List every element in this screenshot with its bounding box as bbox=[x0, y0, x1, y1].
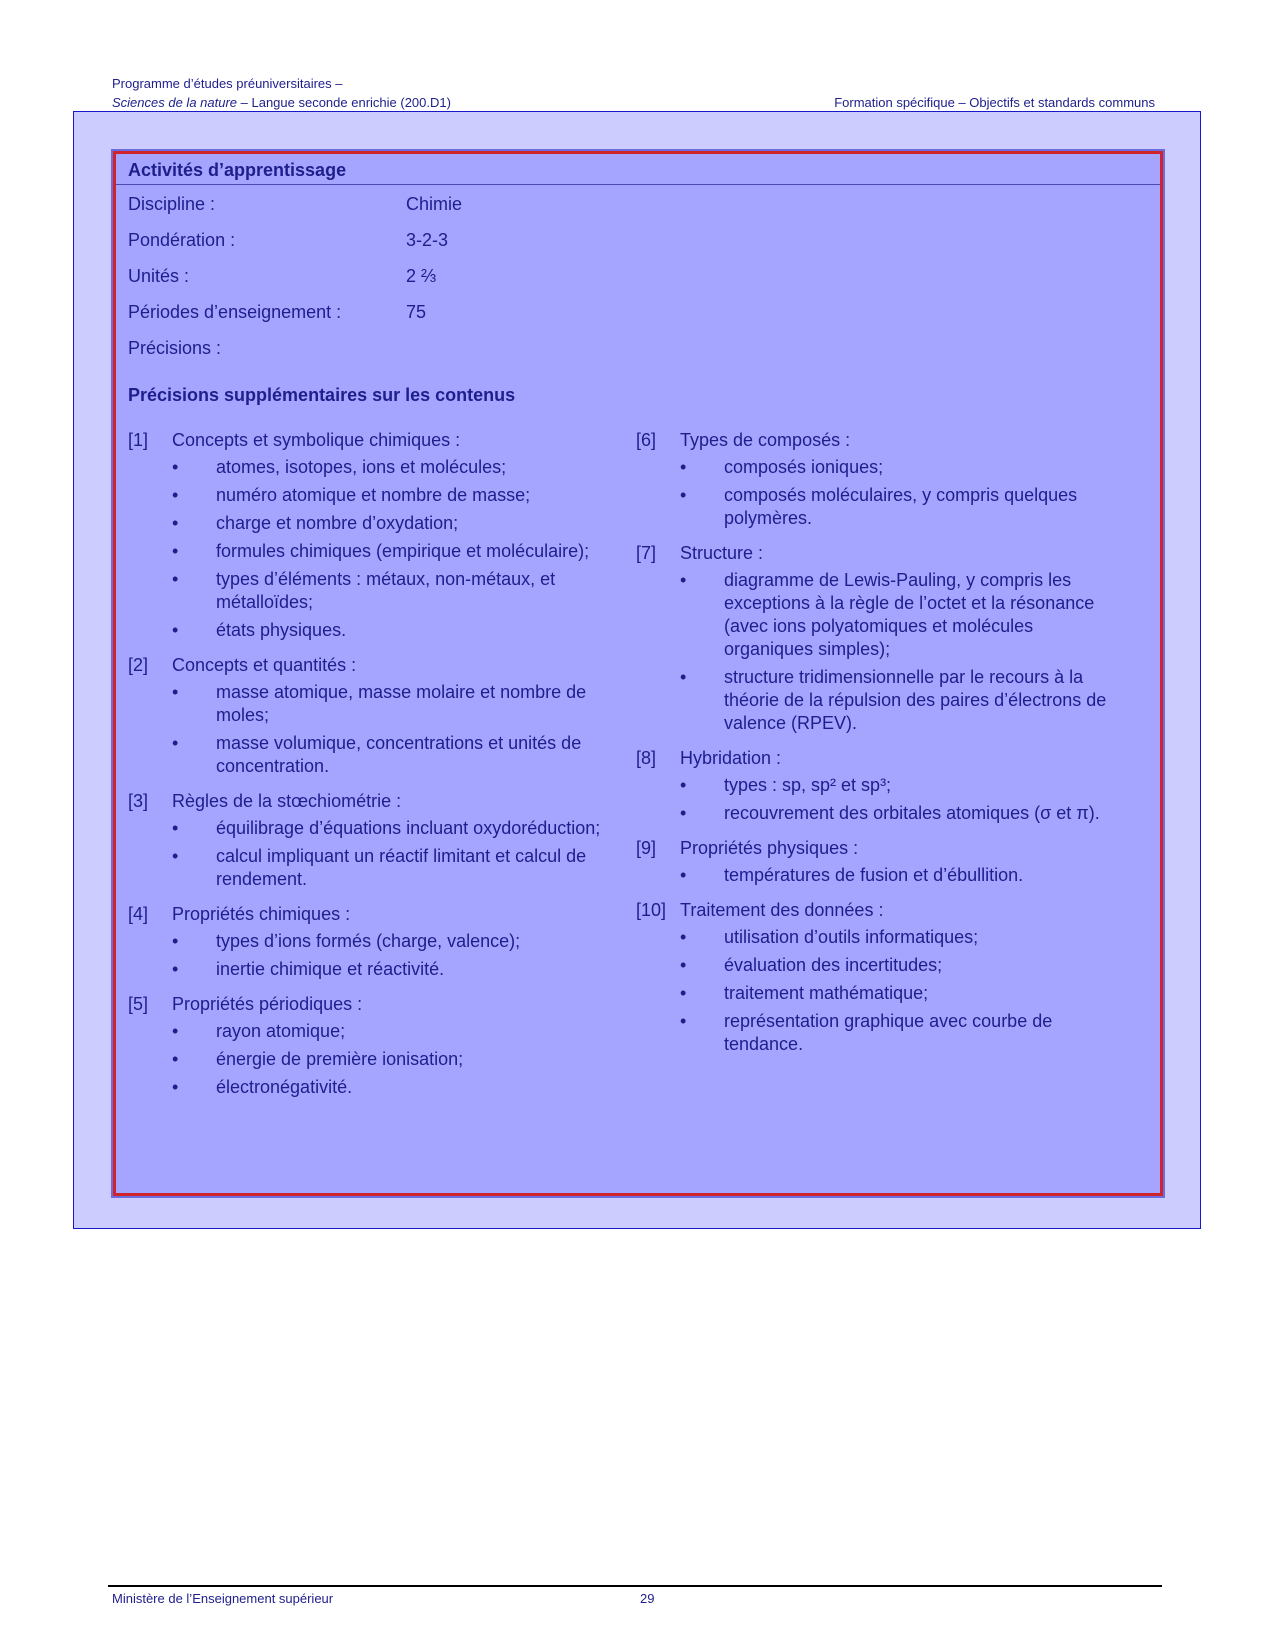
header-line-1: Programme d’études préuniversitaires – bbox=[112, 76, 343, 91]
bullet-icon: • bbox=[680, 865, 687, 885]
list-item bbox=[128, 732, 618, 778]
list-item-text: formules chimiques (empirique et moléculaire); bbox=[216, 541, 590, 561]
group-heading bbox=[128, 654, 618, 677]
list-item bbox=[128, 484, 618, 507]
meta-ponderation bbox=[128, 230, 448, 251]
meta-discipline bbox=[128, 194, 462, 215]
bullet-icon: • bbox=[172, 569, 179, 589]
group-title: Propriétés physiques : bbox=[680, 838, 859, 858]
bullet-icon: • bbox=[172, 1021, 179, 1041]
group-title: Règles de la stœchiométrie : bbox=[172, 791, 402, 811]
bullet-icon: • bbox=[680, 485, 687, 505]
footer-ministry: Ministère de l’Enseignement supérieur bbox=[112, 1591, 334, 1606]
list-item-text: inertie chimique et réactivité. bbox=[216, 959, 445, 979]
content-group bbox=[128, 654, 618, 778]
group-title: Structure : bbox=[680, 543, 764, 563]
learning-activities-box bbox=[113, 151, 1163, 1196]
list-item-text: masse volumique, concentrations et unités de concentration. bbox=[216, 733, 582, 776]
bullet-icon: • bbox=[172, 485, 179, 505]
list-item bbox=[128, 512, 618, 535]
group-heading bbox=[128, 429, 618, 452]
content-group bbox=[128, 903, 618, 981]
box-title-rule bbox=[116, 184, 1160, 185]
group-number: [1] bbox=[128, 430, 149, 450]
list-item-text: types d’éléments : métaux, non-métaux, et métalloïdes; bbox=[216, 569, 556, 612]
meta-units bbox=[128, 266, 436, 287]
meta-value: 3-2-3 bbox=[406, 230, 449, 250]
group-heading bbox=[636, 429, 1126, 452]
bullet-icon: • bbox=[680, 1011, 687, 1031]
meta-value: 75 bbox=[406, 302, 427, 322]
meta-precisions bbox=[128, 338, 406, 359]
list-item bbox=[636, 774, 1126, 797]
list-item-text: évaluation des incertitudes; bbox=[724, 955, 943, 975]
group-number: [7] bbox=[636, 543, 657, 563]
group-number: [4] bbox=[128, 904, 149, 924]
page-number: 29 bbox=[640, 1591, 655, 1606]
meta-label: Périodes d’enseignement : bbox=[128, 302, 342, 322]
list-item bbox=[636, 569, 1126, 661]
list-item-text: composés ioniques; bbox=[724, 457, 884, 477]
list-item-text: recouvrement des orbitales atomiques (σ et π). bbox=[724, 803, 1100, 823]
list-item-text: masse atomique, masse molaire et nombre de moles; bbox=[216, 682, 587, 725]
list-item-text: traitement mathématique; bbox=[724, 983, 929, 1003]
box-title: Activités d’apprentissage bbox=[128, 160, 347, 180]
bullet-list bbox=[128, 1020, 618, 1099]
group-heading bbox=[636, 542, 1126, 565]
list-item bbox=[636, 456, 1126, 479]
list-item-text: diagramme de Lewis-Pauling, y compris les exceptions à la règle de l’octet et la résonance (avec ions polyatomiques et molécules organiques simples); bbox=[724, 570, 1095, 659]
group-heading bbox=[128, 903, 618, 926]
content-group bbox=[636, 899, 1126, 1056]
bullet-icon: • bbox=[172, 682, 179, 702]
content-group bbox=[636, 837, 1126, 887]
bullet-list bbox=[128, 817, 618, 891]
list-item bbox=[636, 802, 1126, 825]
header-right: Formation spécifique – Objectifs et standards communs bbox=[834, 95, 1155, 110]
content-group bbox=[636, 542, 1126, 735]
content-column-right bbox=[636, 429, 1126, 1068]
list-item bbox=[636, 926, 1126, 949]
bullet-icon: • bbox=[680, 570, 687, 590]
meta-periods bbox=[128, 302, 426, 323]
header-program bbox=[112, 96, 451, 110]
meta-value: 2 ⅔ bbox=[406, 266, 437, 286]
bullet-icon: • bbox=[680, 457, 687, 477]
bullet-icon: • bbox=[172, 620, 179, 640]
bullet-icon: • bbox=[680, 983, 687, 1003]
list-item-text: utilisation d’outils informatiques; bbox=[724, 927, 979, 947]
list-item-text: composés moléculaires, y compris quelques polymères. bbox=[724, 485, 1078, 528]
bullet-icon: • bbox=[172, 959, 179, 979]
list-item-text: représentation graphique avec courbe de tendance. bbox=[724, 1011, 1053, 1054]
bullet-list bbox=[636, 864, 1126, 887]
footer-rule bbox=[108, 1585, 1162, 1587]
bullet-icon: • bbox=[680, 955, 687, 975]
bullet-icon: • bbox=[680, 775, 687, 795]
bullet-list bbox=[636, 774, 1126, 825]
list-item bbox=[128, 456, 618, 479]
group-number: [3] bbox=[128, 791, 149, 811]
header-program-italic: Sciences de la nature bbox=[112, 95, 238, 110]
bullet-icon: • bbox=[172, 513, 179, 533]
meta-label: Précisions : bbox=[128, 338, 222, 358]
content-group bbox=[636, 747, 1126, 825]
content-group bbox=[128, 429, 618, 642]
list-item-text: énergie de première ionisation; bbox=[216, 1049, 464, 1069]
content-group bbox=[128, 790, 618, 891]
meta-value: Chimie bbox=[406, 194, 463, 214]
list-item bbox=[636, 982, 1126, 1005]
bullet-icon: • bbox=[680, 927, 687, 947]
group-number: [2] bbox=[128, 655, 149, 675]
list-item-text: types d’ions formés (charge, valence); bbox=[216, 931, 521, 951]
bullet-icon: • bbox=[172, 1077, 179, 1097]
bullet-icon: • bbox=[172, 457, 179, 477]
list-item-text: structure tridimensionnelle par le recours à la théorie de la répulsion des paires d’électrons de valence (RPEV). bbox=[724, 667, 1107, 733]
group-title: Traitement des données : bbox=[680, 900, 884, 920]
bullet-icon: • bbox=[172, 733, 179, 753]
group-title: Concepts et quantités : bbox=[172, 655, 357, 675]
list-item-text: électronégativité. bbox=[216, 1077, 353, 1097]
group-heading bbox=[128, 790, 618, 813]
bullet-list bbox=[636, 926, 1126, 1056]
list-item-text: rayon atomique; bbox=[216, 1021, 346, 1041]
list-item bbox=[636, 1010, 1126, 1056]
bullet-icon: • bbox=[172, 818, 179, 838]
header-line-2 bbox=[112, 96, 1155, 110]
content-group bbox=[636, 429, 1126, 530]
bullet-list bbox=[128, 930, 618, 981]
bullet-icon: • bbox=[172, 541, 179, 561]
meta-label: Pondération : bbox=[128, 230, 236, 250]
list-item bbox=[128, 930, 618, 953]
bullet-list bbox=[128, 456, 618, 642]
meta-label: Unités : bbox=[128, 266, 190, 286]
list-item bbox=[128, 1048, 618, 1071]
bullet-icon: • bbox=[680, 667, 687, 687]
meta-label: Discipline : bbox=[128, 194, 216, 214]
list-item-text: calcul impliquant un réactif limitant et calcul de rendement. bbox=[216, 846, 587, 889]
list-item bbox=[128, 568, 618, 614]
bullet-list bbox=[636, 456, 1126, 530]
section-title: Précisions supplémentaires sur les contenus bbox=[128, 385, 516, 405]
bullet-list bbox=[636, 569, 1126, 735]
bullet-list bbox=[128, 681, 618, 778]
list-item bbox=[128, 845, 618, 891]
group-title: Concepts et symbolique chimiques : bbox=[172, 430, 461, 450]
list-item bbox=[128, 1020, 618, 1043]
list-item bbox=[636, 666, 1126, 735]
group-number: [8] bbox=[636, 748, 657, 768]
group-title: Types de composés : bbox=[680, 430, 851, 450]
list-item bbox=[636, 954, 1126, 977]
group-heading bbox=[128, 993, 618, 1016]
bullet-icon: • bbox=[172, 931, 179, 951]
group-title: Propriétés périodiques : bbox=[172, 994, 363, 1014]
bullet-icon: • bbox=[172, 1049, 179, 1069]
list-item bbox=[128, 619, 618, 642]
header-program-rest: – Langue seconde enrichie (200.D1) bbox=[237, 95, 451, 110]
content-group bbox=[128, 993, 618, 1099]
group-title: Propriétés chimiques : bbox=[172, 904, 351, 924]
group-number: [6] bbox=[636, 430, 657, 450]
list-item-text: charge et nombre d’oxydation; bbox=[216, 513, 459, 533]
group-number: [5] bbox=[128, 994, 149, 1014]
list-item bbox=[128, 681, 618, 727]
group-heading bbox=[636, 747, 1126, 770]
group-number: [10] bbox=[636, 900, 667, 920]
list-item bbox=[128, 540, 618, 563]
content-column-left bbox=[128, 429, 618, 1111]
list-item bbox=[636, 864, 1126, 887]
bullet-icon: • bbox=[680, 803, 687, 823]
bullet-icon: • bbox=[172, 846, 179, 866]
list-item bbox=[636, 484, 1126, 530]
list-item-text: types : sp, sp² et sp³; bbox=[724, 775, 892, 795]
list-item-text: équilibrage d’équations incluant oxydoréduction; bbox=[216, 818, 601, 838]
group-title: Hybridation : bbox=[680, 748, 782, 768]
list-item-text: numéro atomique et nombre de masse; bbox=[216, 485, 531, 505]
group-heading bbox=[636, 837, 1126, 860]
group-heading bbox=[636, 899, 1126, 922]
list-item bbox=[128, 1076, 618, 1099]
list-item-text: atomes, isotopes, ions et molécules; bbox=[216, 457, 507, 477]
list-item-text: états physiques. bbox=[216, 620, 347, 640]
list-item-text: températures de fusion et d’ébullition. bbox=[724, 865, 1024, 885]
group-number: [9] bbox=[636, 838, 657, 858]
list-item bbox=[128, 817, 618, 840]
list-item bbox=[128, 958, 618, 981]
